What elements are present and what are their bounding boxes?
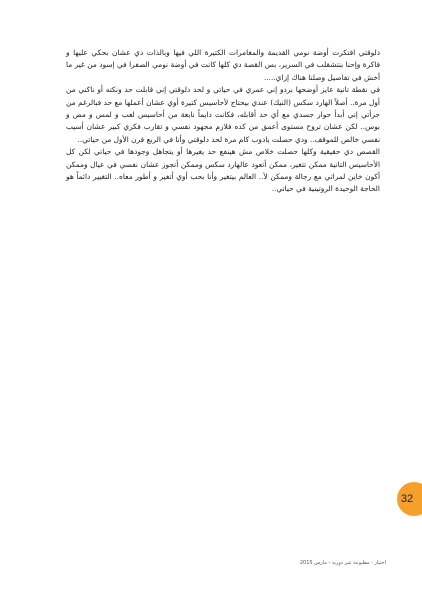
footer-publication-note: اختيار - مطبوعة غير دورية - مارس 2015 [299, 560, 386, 566]
page-number: 32 [400, 493, 414, 505]
page-number-badge [397, 482, 422, 516]
article-body [66, 47, 380, 196]
paragraph-3: القصص دي حقيقية وكلها حصلت خلاص مش هينفع حد يغيرها أو يتجاهل وجودها في حياتي لكن كل الأحاسيس التانية ممكن تتغير، ممكن أتعود عالهارد سكس وممكن أتجوز عشان نفسي في عيال وممكن أكون خاين لمراتي مع رجالة وممكن لأ.. العالم بيتغير وأنا بحب أوي أتغير و أطور معاه.. التغيير دائماً هو الحاجة الوحيدة الروتينية في حياتي.. [66, 147, 380, 194]
paragraph-2: في نقطة تانية عايز أوضحها بردو إني عمري في حياتي و لحد دلوقتي إني قابلت حد ونكته أو ناكني من أول مرة.. أصلاً الهارد سكس (النيك) عندي بيحتاج لأحاسيس كتيرة أوي عشان أعملها مع حد فبالرغم من جرأتي إني أبدأ حوار جسدي مع أي حد أقابله، فكانت دايماً نابعة من أحاسيس لعب و لمس و مص و بوس.. لكن عشان تروح مستوى أعمق من كده فلازم مجهود نفسي و تقارب فكري كبير عشان أسيب نفسي خالص للموقف.. ودي حصلت يادوب كام مرة لحد دلوقتي وأنا في الربع قرن الأول من حياتي.. [66, 85, 380, 144]
paragraph-1: دلوقتي افتكرت أوضة نومي القديمة والمغامرات الكتيرة اللي فيها وبالذات دي عشان بحكي عليها و فاكرة وإحنا بنتشقلب في السرير، بس القصة دي كلها كانت في أوضة نومي الصفرا في إسود من غير ما أخش في تفاصيل وصلنا هناك إزاي..... [66, 48, 380, 82]
